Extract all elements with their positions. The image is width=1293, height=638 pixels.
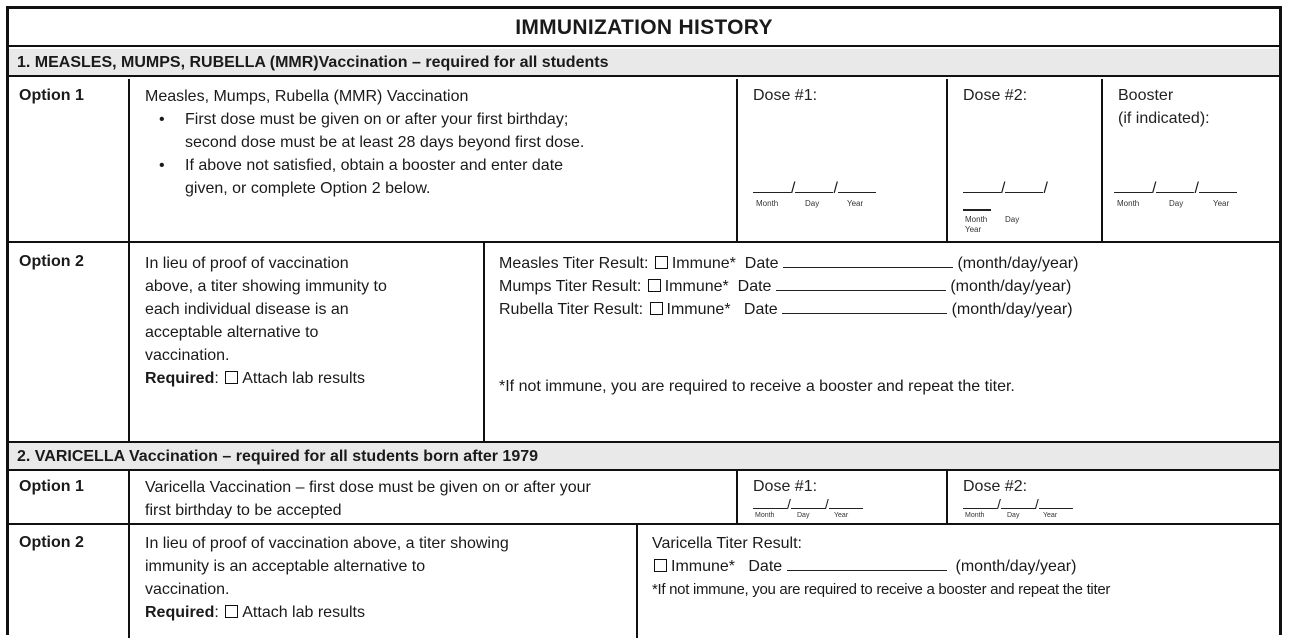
varicella-dose2-label: Dose #2: <box>963 478 1028 495</box>
varicella-titer-row <box>652 555 1076 578</box>
mumps-date-label: Date <box>737 278 772 295</box>
varicella-dose1-month-caption: Month <box>755 512 775 519</box>
mmr-booster-sub-label: (if indicated): <box>1118 110 1210 127</box>
varicella-option2-line-1: In lieu of proof of vaccination above, a titer showing <box>145 535 509 552</box>
measles-titer-label: Measles Titer Result: <box>499 255 649 272</box>
mmr-bullet-2-line-1: • If above not satisfied, obtain a booster and enter date <box>185 157 564 174</box>
mumps-immune-label: Immune* <box>664 278 729 295</box>
rubella-titer-row <box>499 298 1073 321</box>
mmr-dose1-label: Dose #1: <box>753 87 818 104</box>
measles-date-format: (month/day/year) <box>957 255 1079 272</box>
rubella-immune-checkbox[interactable] <box>650 302 663 315</box>
measles-date-input[interactable] <box>783 254 953 268</box>
varicella-titer-note: *If not immune, you are required to receive a booster and repeat the titer <box>652 581 1111 598</box>
varicella-dose2-month-caption: Month <box>965 512 985 519</box>
varicella-option1-line-1: Varicella Vaccination – first dose must be given on or after your <box>145 479 591 496</box>
mmr-option1-title: Measles, Mumps, Rubella (MMR) Vaccination <box>145 88 469 105</box>
divider <box>636 525 638 638</box>
mmr-bullet-1 <box>145 108 730 154</box>
mmr-option2-line-4: acceptable alternative to <box>145 324 319 341</box>
mmr-option2-required <box>145 367 480 390</box>
mmr-dose1-day-caption: Day <box>805 199 820 208</box>
mmr-dose2-label: Dose #2: <box>963 87 1028 104</box>
varicella-dose2-date-field[interactable]: / / <box>963 496 1073 512</box>
rubella-immune-label: Immune* <box>666 301 731 318</box>
mmr-option2-line-1: In lieu of proof of vaccination <box>145 255 349 272</box>
rubella-date-label: Date <box>743 301 778 318</box>
varicella-option1-line-2: first birthday to be accepted <box>145 502 342 519</box>
mmr-booster-date-field[interactable]: / / <box>1114 179 1237 198</box>
measles-immune-label: Immune* <box>671 255 736 272</box>
varicella-dose1-date-field[interactable]: / / <box>753 496 863 512</box>
varicella-date-input[interactable] <box>787 557 947 571</box>
varicella-option2-description <box>145 532 633 624</box>
mmr-bullet-2 <box>145 154 730 200</box>
divider <box>946 79 948 241</box>
required-label: Required <box>145 604 215 621</box>
varicella-option2-line-3: vaccination. <box>145 581 230 598</box>
varicella-date-label: Date <box>748 558 783 575</box>
mmr-dose1-month-caption: Month <box>756 199 779 208</box>
attach-lab-results-label: Attach lab results <box>242 370 365 387</box>
divider <box>128 79 130 241</box>
measles-date-label: Date <box>744 255 779 272</box>
divider <box>128 525 130 638</box>
varicella-option1-label: Option 1 <box>19 478 84 495</box>
mmr-option2-description <box>145 252 480 390</box>
varicella-option1-description <box>145 476 730 522</box>
varicella-option2-required <box>145 601 633 624</box>
mmr-option2-line-5: vaccination. <box>145 347 230 364</box>
mmr-dose2-month-caption: Month <box>965 215 988 224</box>
mmr-dose1-date-field[interactable]: / / <box>753 179 876 198</box>
varicella-attach-lab-results-label: Attach lab results <box>242 604 365 621</box>
divider <box>736 79 738 241</box>
mmr-booster-day-caption: Day <box>1169 199 1184 208</box>
mmr-bullet-1-line-2: second dose must be at least 28 days beyond first dose. <box>185 134 585 151</box>
varicella-dose2-year-caption: Year <box>1043 512 1058 519</box>
mumps-date-format: (month/day/year) <box>950 278 1072 295</box>
varicella-dose2-day-caption: Day <box>1007 512 1020 519</box>
form-title: IMMUNIZATION HISTORY <box>9 9 1279 47</box>
mmr-section-header: 1. MEASLES, MUMPS, RUBELLA (MMR)Vaccination – required for all students <box>9 49 1279 77</box>
measles-immune-checkbox[interactable] <box>655 256 668 269</box>
varicella-date-format: (month/day/year) <box>955 558 1077 575</box>
mumps-date-input[interactable] <box>776 277 946 291</box>
varicella-option2-line-2: immunity is an acceptable alternative to <box>145 558 426 575</box>
mmr-option1-label: Option 1 <box>19 87 84 104</box>
mmr-dose1-year-caption: Year <box>847 199 864 208</box>
divider <box>1101 79 1103 241</box>
mmr-dose2-day-caption: Day <box>1005 215 1020 224</box>
varicella-titer-label: Varicella Titer Result: <box>652 535 802 552</box>
divider <box>736 471 738 523</box>
mmr-option2-label: Option 2 <box>19 253 84 270</box>
mmr-booster-year-caption: Year <box>1213 199 1230 208</box>
mmr-booster-label: Booster <box>1118 87 1174 104</box>
required-colon: : <box>214 604 219 621</box>
required-colon: : <box>214 370 219 387</box>
rubella-date-input[interactable] <box>782 300 947 314</box>
rubella-date-format: (month/day/year) <box>951 301 1073 318</box>
rubella-titer-label: Rubella Titer Result: <box>499 301 644 318</box>
divider <box>9 523 1279 525</box>
mmr-dose2-year-line[interactable] <box>963 209 991 211</box>
divider <box>128 243 130 441</box>
mmr-option1-description <box>145 85 730 200</box>
mmr-bullet-1-line-1: • First dose must be given on or after your first birthday; <box>185 111 569 128</box>
varicella-dose1-year-caption: Year <box>834 512 849 519</box>
mmr-dose2-date-field[interactable]: / / <box>963 179 1048 198</box>
mumps-titer-label: Mumps Titer Result: <box>499 278 642 295</box>
divider <box>483 243 485 441</box>
divider <box>128 471 130 523</box>
mmr-dose2-year-caption: Year <box>965 225 982 234</box>
mmr-booster-month-caption: Month <box>1117 199 1140 208</box>
mmr-option2-line-2: above, a titer showing immunity to <box>145 278 387 295</box>
mmr-titer-note: *If not immune, you are required to receive a booster and repeat the titer. <box>499 378 1015 395</box>
varicella-dose1-day-caption: Day <box>797 512 810 519</box>
immunization-form <box>6 6 1282 635</box>
varicella-section-header: 2. VARICELLA Vaccination – required for all students born after 1979 <box>9 441 1279 471</box>
attach-lab-results-checkbox[interactable] <box>225 371 238 384</box>
mumps-immune-checkbox[interactable] <box>648 279 661 292</box>
varicella-immune-checkbox[interactable] <box>654 559 667 572</box>
varicella-attach-lab-results-checkbox[interactable] <box>225 605 238 618</box>
varicella-immune-label: Immune* <box>671 558 736 575</box>
varicella-dose1-label: Dose #1: <box>753 478 818 495</box>
mmr-bullet-2-line-2: given, or complete Option 2 below. <box>185 180 431 197</box>
mumps-titer-row <box>499 275 1071 298</box>
varicella-option2-label: Option 2 <box>19 534 84 551</box>
mmr-option2-line-3: each individual disease is an <box>145 301 349 318</box>
divider <box>946 471 948 523</box>
required-label: Required <box>145 370 215 387</box>
divider <box>9 241 1279 243</box>
measles-titer-row <box>499 252 1078 275</box>
